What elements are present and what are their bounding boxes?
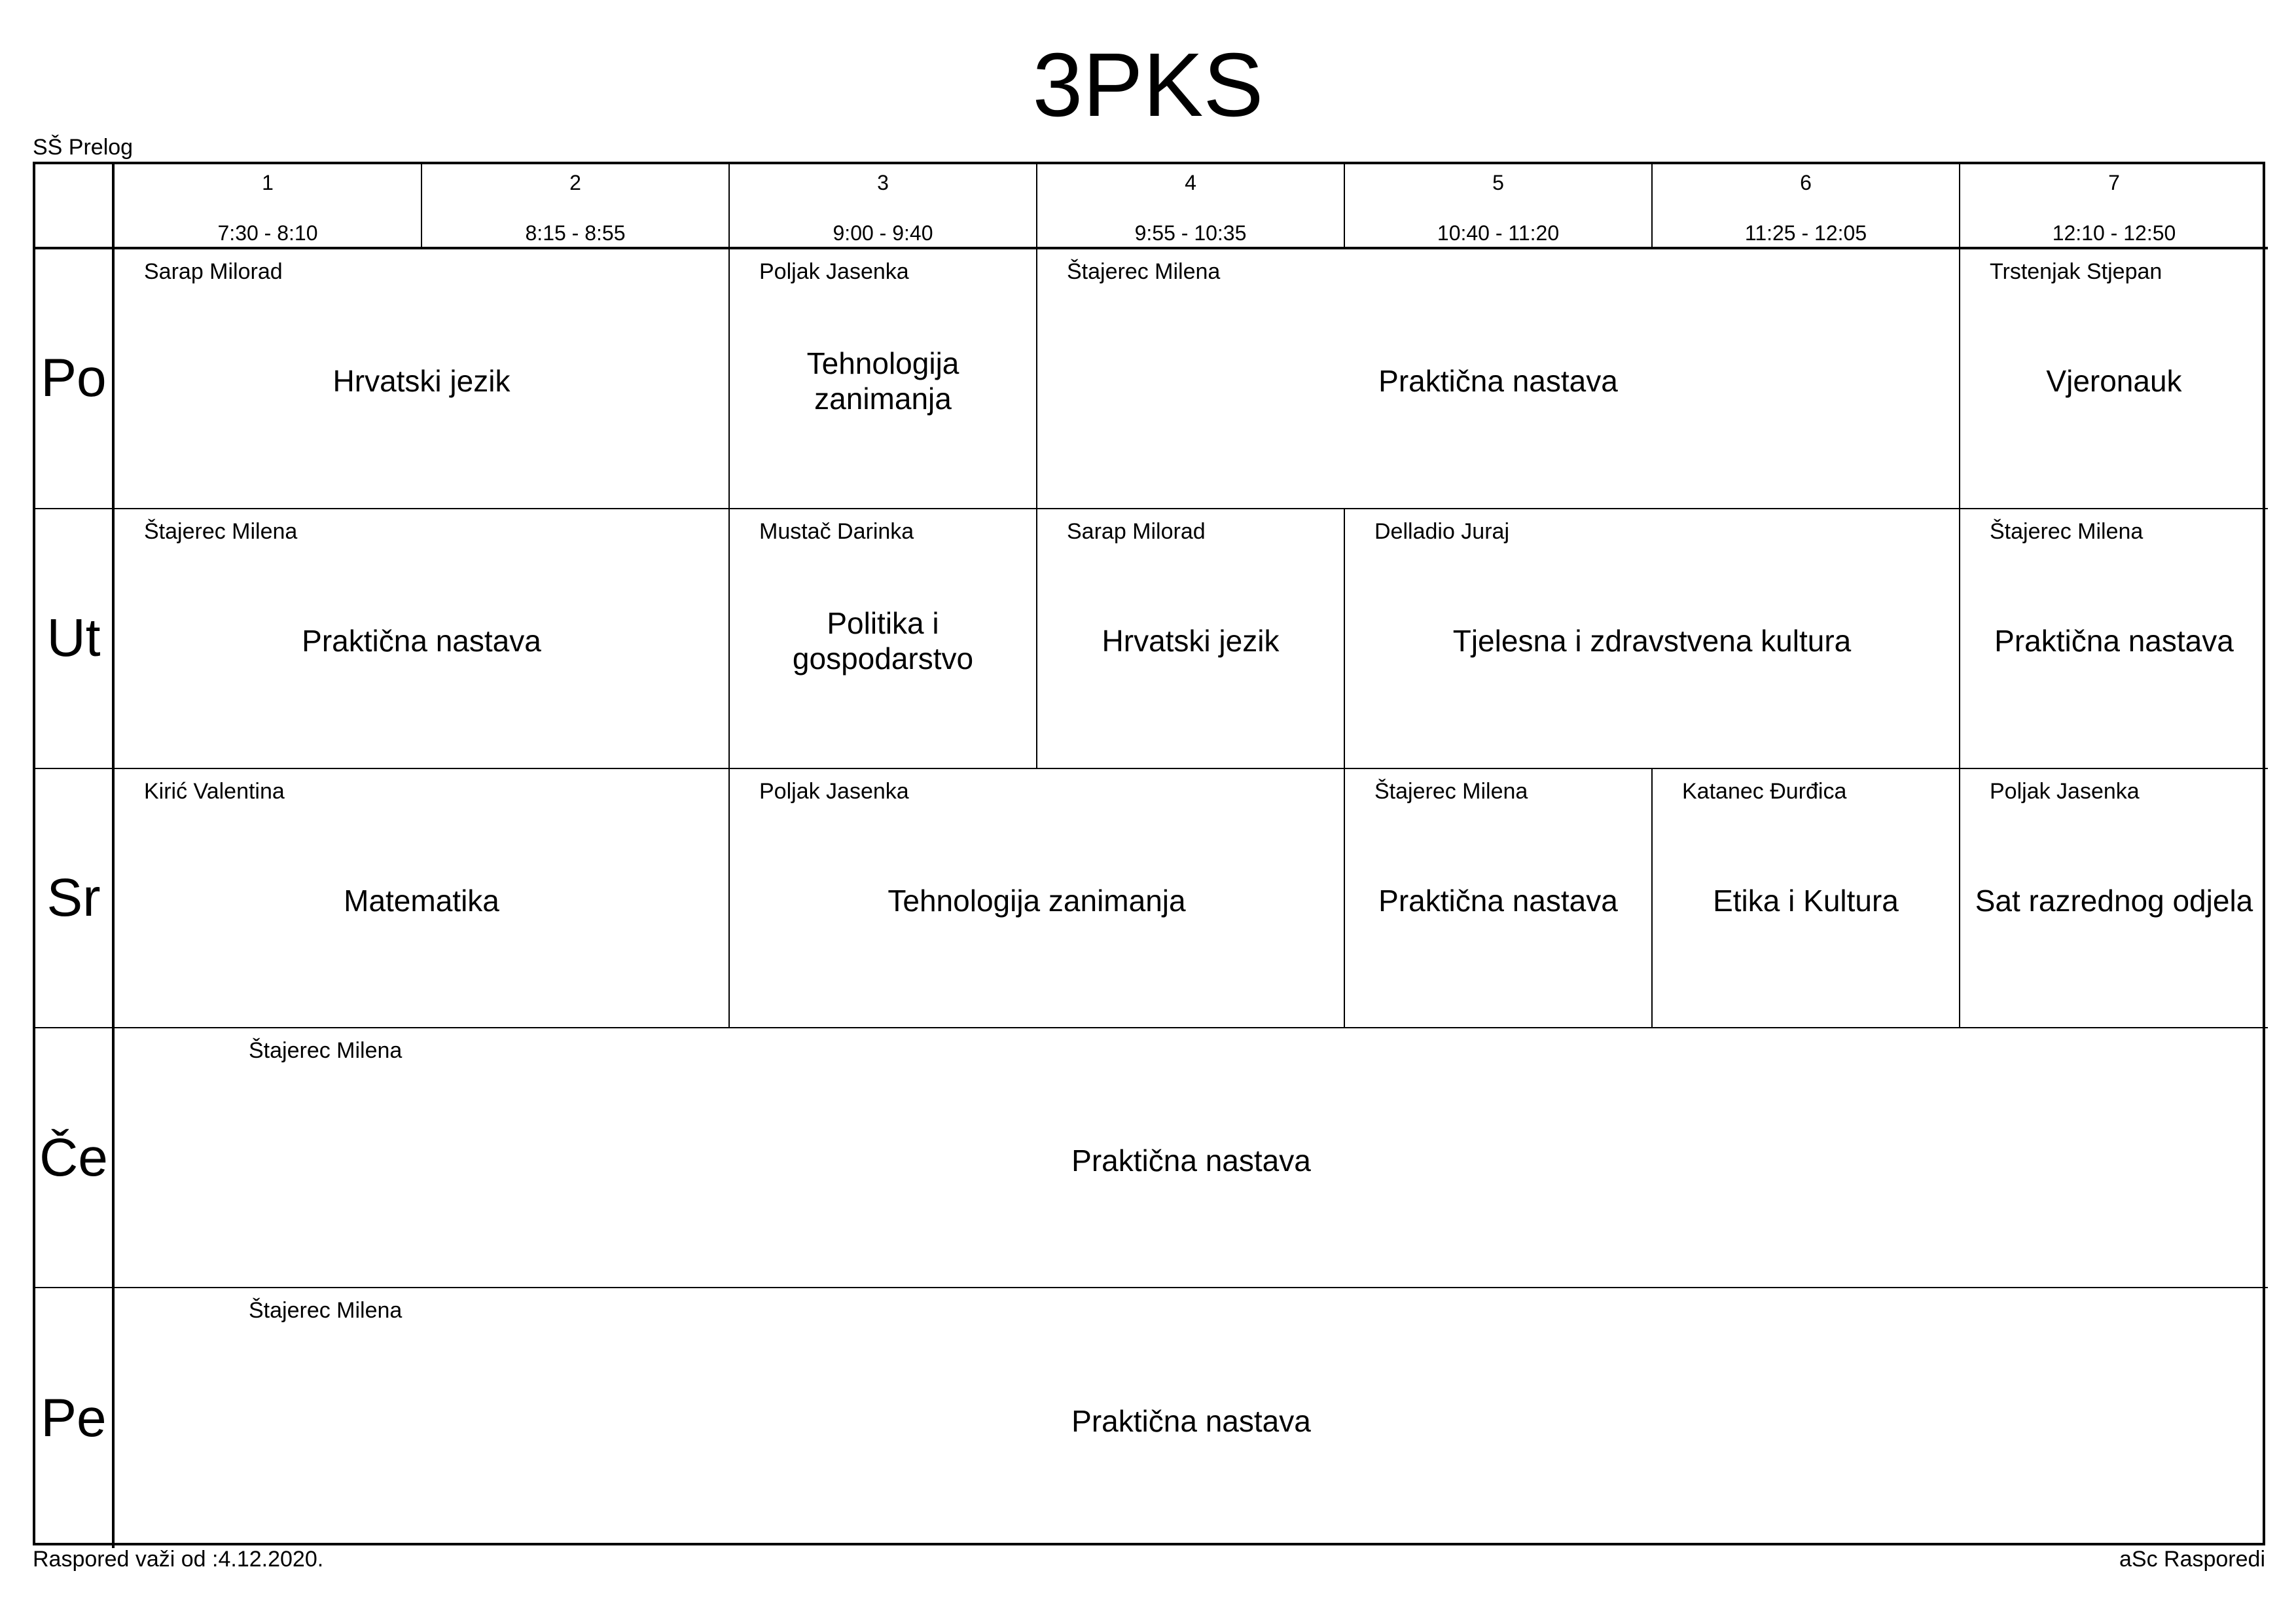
period-number: 5	[1492, 171, 1504, 194]
day-label: Če	[35, 1028, 115, 1288]
period-number: 3	[877, 171, 889, 194]
timetable-title: 3PKS	[1032, 35, 1264, 135]
subject-name: Sat razrednog odjela	[1975, 883, 2253, 918]
teacher-name: Sarap Milorad	[1067, 518, 1206, 544]
lesson-cell	[115, 1028, 2268, 1288]
period-header-1	[115, 164, 422, 249]
subject-name: Praktična nastava	[302, 624, 541, 659]
lesson-cell	[115, 1288, 2268, 1548]
period-time: 9:55 - 10:35	[1134, 221, 1247, 245]
teacher-name: Katanec Đurđica	[1682, 778, 1847, 804]
lesson-cell	[115, 509, 730, 769]
period-header-2	[422, 164, 730, 249]
lesson-cell	[1037, 509, 1345, 769]
period-header-5	[1345, 164, 1653, 249]
software-credit: aSc Rasporedi	[2119, 1547, 2265, 1572]
lesson-cell	[115, 769, 730, 1029]
subject-name: Praktična nastava	[1071, 1403, 1311, 1438]
subject-name: Praktična nastava	[1994, 624, 2234, 659]
teacher-name: Mustač Darinka	[759, 518, 914, 544]
lesson-cell	[1037, 249, 1960, 509]
lesson-cell	[730, 249, 1037, 509]
lesson-cell	[1960, 249, 2268, 509]
lesson-cell	[1345, 769, 1653, 1029]
teacher-name: Štajerec Milena	[144, 518, 298, 544]
subject-name: Praktična nastava	[1378, 883, 1618, 918]
lesson-cell	[1960, 769, 2268, 1029]
timetable-grid	[33, 162, 2265, 1545]
day-label: Ut	[35, 509, 115, 769]
period-time: 9:00 - 9:40	[833, 221, 933, 245]
period-number: 2	[569, 171, 581, 194]
period-time: 11:25 - 12:05	[1744, 221, 1867, 245]
day-label: Po	[35, 249, 115, 509]
period-time: 10:40 - 11:20	[1437, 221, 1560, 245]
period-time: 7:30 - 8:10	[217, 221, 318, 245]
period-time: 8:15 - 8:55	[525, 221, 626, 245]
subject-name: Tehnologija zanimanja	[806, 346, 960, 416]
subject-name: Politika i gospodarstvo	[792, 606, 974, 676]
subject-name: Tjelesna i zdravstvena kultura	[1452, 624, 1852, 659]
school-name: SŠ Prelog	[33, 135, 134, 160]
lesson-cell	[730, 509, 1037, 769]
teacher-name: Kirić Valentina	[144, 778, 285, 804]
teacher-name: Štajerec Milena	[1990, 518, 2144, 544]
lesson-cell	[1960, 509, 2268, 769]
teacher-name: Delladio Juraj	[1374, 518, 1509, 544]
teacher-name: Trstenjak Stjepan	[1990, 259, 2162, 284]
teacher-name: Štajerec Milena	[249, 1038, 403, 1064]
subject-name: Tehnologija zanimanja	[888, 883, 1186, 918]
period-number: 1	[262, 171, 274, 194]
subject-name: Vjeronauk	[2046, 364, 2182, 399]
teacher-name: Sarap Milorad	[144, 259, 283, 284]
period-header-6	[1653, 164, 1960, 249]
period-number: 6	[1800, 171, 1812, 194]
teacher-name: Štajerec Milena	[1067, 259, 1221, 284]
day-label: Pe	[35, 1288, 115, 1548]
period-header-3	[730, 164, 1037, 249]
lesson-cell	[1653, 769, 1960, 1029]
subject-name: Etika i Kultura	[1713, 883, 1899, 918]
period-header-4	[1037, 164, 1345, 249]
day-label: Sr	[35, 769, 115, 1029]
teacher-name: Štajerec Milena	[249, 1298, 403, 1324]
subject-name: Praktična nastava	[1378, 364, 1618, 399]
teacher-name: Poljak Jasenka	[1990, 778, 2140, 804]
period-time: 12:10 - 12:50	[2052, 221, 2176, 245]
subject-name: Matematika	[344, 883, 499, 918]
lesson-cell	[730, 769, 1345, 1029]
lesson-cell	[1345, 509, 1960, 769]
period-number: 4	[1185, 171, 1196, 194]
teacher-name: Poljak Jasenka	[759, 778, 909, 804]
subject-name: Praktična nastava	[1071, 1143, 1311, 1178]
lesson-cell	[115, 249, 730, 509]
corner-cell	[35, 164, 115, 249]
teacher-name: Poljak Jasenka	[759, 259, 909, 284]
period-header-7	[1960, 164, 2268, 249]
period-number: 7	[2108, 171, 2120, 194]
subject-name: Hrvatski jezik	[332, 364, 511, 399]
subject-name: Hrvatski jezik	[1102, 624, 1280, 659]
teacher-name: Štajerec Milena	[1374, 778, 1528, 804]
validity-note: Raspored važi od :4.12.2020.	[33, 1547, 324, 1572]
